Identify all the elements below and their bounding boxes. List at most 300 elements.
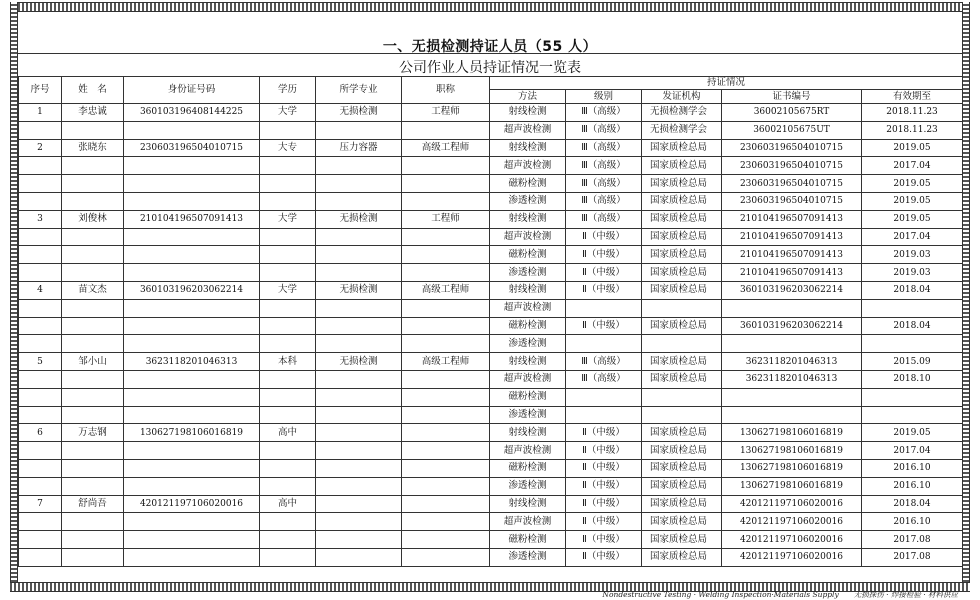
cell-issuer: 无损检测学会 <box>642 104 722 122</box>
table-row <box>19 353 963 371</box>
cell-issuer: 国家质检总局 <box>642 264 722 282</box>
cell-name <box>62 388 124 406</box>
cell-issuer: 国家质检总局 <box>642 477 722 495</box>
cell-method: 磁粉检测 <box>490 175 566 193</box>
cell-method: 渗透检测 <box>490 264 566 282</box>
cell-method: 渗透检测 <box>490 406 566 424</box>
cell-cert-no: 210104196507091413 <box>722 228 862 246</box>
cell-level: Ⅱ（中级） <box>566 228 642 246</box>
header-seq: 序号 <box>19 77 62 104</box>
cell-title <box>402 548 490 566</box>
table-row <box>19 548 963 566</box>
header-cert-no: 证书编号 <box>722 90 862 104</box>
cell-education: 大学 <box>260 210 316 228</box>
cell-cert-no: 130627198106016819 <box>722 459 862 477</box>
cell-issuer: 国家质检总局 <box>642 442 722 460</box>
cell-education: 本科 <box>260 353 316 371</box>
cell-issuer: 国家质检总局 <box>642 192 722 210</box>
cell-method: 超声波检测 <box>490 442 566 460</box>
cell-valid: 2015.09 <box>862 353 963 371</box>
cell-title <box>402 317 490 335</box>
cell-name <box>62 246 124 264</box>
cell-education <box>260 548 316 566</box>
cell-seq <box>19 388 62 406</box>
cell-valid: 2019.03 <box>862 264 963 282</box>
cell-issuer: 国家质检总局 <box>642 531 722 549</box>
cell-valid: 2018.04 <box>862 317 963 335</box>
cell-education: 高中 <box>260 424 316 442</box>
cell-method: 射线检测 <box>490 353 566 371</box>
cell-title: 高级工程师 <box>402 353 490 371</box>
cell-major <box>316 513 402 531</box>
cell-level: Ⅲ（高级） <box>566 121 642 139</box>
cell-title <box>402 157 490 175</box>
cell-seq: 6 <box>19 424 62 442</box>
cell-id: 210104196507091413 <box>124 210 260 228</box>
table-row <box>19 175 963 193</box>
table-row <box>19 210 963 228</box>
cell-id <box>124 192 260 210</box>
table-row <box>19 531 963 549</box>
cell-cert-no: 130627198106016819 <box>722 477 862 495</box>
cell-name: 舒尚吾 <box>62 495 124 513</box>
cell-seq <box>19 121 62 139</box>
cell-level: Ⅲ（高级） <box>566 139 642 157</box>
cell-cert-no: 360103196203062214 <box>722 281 862 299</box>
table-title: 公司作业人员持证情况一览表 <box>399 60 581 76</box>
cell-cert-no <box>722 388 862 406</box>
cell-major <box>316 406 402 424</box>
cell-education <box>260 442 316 460</box>
cell-education <box>260 264 316 282</box>
table-row <box>19 370 963 388</box>
cell-seq <box>19 335 62 353</box>
table-row <box>19 104 963 122</box>
cell-id <box>124 121 260 139</box>
cell-seq: 1 <box>19 104 62 122</box>
cell-cert-no: 420121197106020016 <box>722 513 862 531</box>
table-row <box>19 121 963 139</box>
cell-name <box>62 264 124 282</box>
cell-major <box>316 246 402 264</box>
cell-cert-no: 420121197106020016 <box>722 495 862 513</box>
cell-method: 超声波检测 <box>490 513 566 531</box>
cell-issuer: 国家质检总局 <box>642 228 722 246</box>
table-row <box>19 442 963 460</box>
cell-title <box>402 264 490 282</box>
cell-method: 渗透检测 <box>490 548 566 566</box>
cell-title <box>402 192 490 210</box>
cell-name: 万志钢 <box>62 424 124 442</box>
cell-major <box>316 228 402 246</box>
cell-major <box>316 388 402 406</box>
cell-major: 无损检测 <box>316 353 402 371</box>
cell-major <box>316 264 402 282</box>
cell-major: 无损检测 <box>316 210 402 228</box>
table-body <box>19 104 963 567</box>
cell-id <box>124 442 260 460</box>
cell-issuer: 国家质检总局 <box>642 353 722 371</box>
cell-method: 射线检测 <box>490 104 566 122</box>
cell-seq <box>19 264 62 282</box>
cell-issuer: 国家质检总局 <box>642 246 722 264</box>
cell-major <box>316 299 402 317</box>
table-row <box>19 406 963 424</box>
cell-method: 磁粉检测 <box>490 459 566 477</box>
cell-cert-no: 230603196504010715 <box>722 139 862 157</box>
cell-id: 420121197106020016 <box>124 495 260 513</box>
cell-title <box>402 459 490 477</box>
cell-valid: 2016.10 <box>862 459 963 477</box>
cell-title <box>402 442 490 460</box>
cell-valid: 2018.11.23 <box>862 121 963 139</box>
cell-id <box>124 157 260 175</box>
table-row <box>19 157 963 175</box>
cell-id: 230603196504010715 <box>124 139 260 157</box>
cell-issuer: 无损检测学会 <box>642 121 722 139</box>
cell-level: Ⅱ（中级） <box>566 281 642 299</box>
cell-id <box>124 317 260 335</box>
decorative-border-left <box>10 2 18 590</box>
cell-name: 邹小山 <box>62 353 124 371</box>
cell-valid: 2018.04 <box>862 281 963 299</box>
cell-level: Ⅱ（中级） <box>566 317 642 335</box>
cell-method: 渗透检测 <box>490 335 566 353</box>
cell-valid: 2017.08 <box>862 548 963 566</box>
cell-cert-no: 36002105675RT <box>722 104 862 122</box>
cell-education: 大专 <box>260 139 316 157</box>
cell-valid <box>862 406 963 424</box>
cell-id <box>124 406 260 424</box>
cell-major <box>316 317 402 335</box>
cell-method: 超声波检测 <box>490 228 566 246</box>
cell-education: 大学 <box>260 104 316 122</box>
header-title: 职称 <box>402 77 490 104</box>
cell-education <box>260 192 316 210</box>
cell-valid: 2019.05 <box>862 210 963 228</box>
cell-id <box>124 370 260 388</box>
cell-education <box>260 513 316 531</box>
cell-seq <box>19 317 62 335</box>
cell-cert-no: 420121197106020016 <box>722 548 862 566</box>
cell-level: Ⅱ（中级） <box>566 424 642 442</box>
cell-name <box>62 459 124 477</box>
cell-education <box>260 317 316 335</box>
cell-level <box>566 406 642 424</box>
cell-valid: 2019.03 <box>862 246 963 264</box>
header-valid: 有效期至 <box>862 90 963 104</box>
cell-seq <box>19 370 62 388</box>
cell-issuer <box>642 299 722 317</box>
cell-cert-no: 3623118201046313 <box>722 353 862 371</box>
cell-cert-no: 420121197106020016 <box>722 531 862 549</box>
cell-cert-no: 360103196203062214 <box>722 317 862 335</box>
cell-education <box>260 531 316 549</box>
cell-method: 超声波检测 <box>490 370 566 388</box>
decorative-border-right <box>962 2 970 590</box>
table-row <box>19 246 963 264</box>
cell-issuer: 国家质检总局 <box>642 495 722 513</box>
cell-id <box>124 228 260 246</box>
cell-seq <box>19 406 62 424</box>
cell-valid: 2019.05 <box>862 424 963 442</box>
cell-level: Ⅱ（中级） <box>566 264 642 282</box>
cell-name: 张晓东 <box>62 139 124 157</box>
cell-name <box>62 192 124 210</box>
cell-id <box>124 459 260 477</box>
cell-education <box>260 459 316 477</box>
cell-valid <box>862 335 963 353</box>
cell-title <box>402 513 490 531</box>
table-row <box>19 299 963 317</box>
cell-title <box>402 388 490 406</box>
cell-major <box>316 531 402 549</box>
cell-name <box>62 317 124 335</box>
cell-title <box>402 531 490 549</box>
cell-issuer: 国家质检总局 <box>642 513 722 531</box>
cell-major <box>316 477 402 495</box>
cell-method: 射线检测 <box>490 495 566 513</box>
cell-title <box>402 246 490 264</box>
cell-title <box>402 424 490 442</box>
table-row <box>19 264 963 282</box>
cell-major <box>316 424 402 442</box>
header-name: 姓 名 <box>62 77 124 104</box>
cell-valid: 2019.05 <box>862 175 963 193</box>
cell-level: Ⅲ（高级） <box>566 104 642 122</box>
cell-issuer: 国家质检总局 <box>642 459 722 477</box>
header-method: 方法 <box>490 90 566 104</box>
cell-major: 压力容器 <box>316 139 402 157</box>
table-row <box>19 139 963 157</box>
cell-name <box>62 335 124 353</box>
cell-education: 大学 <box>260 281 316 299</box>
cell-valid: 2018.10 <box>862 370 963 388</box>
cell-cert-no: 130627198106016819 <box>722 442 862 460</box>
cell-education <box>260 246 316 264</box>
cell-issuer: 国家质检总局 <box>642 424 722 442</box>
table-row <box>19 477 963 495</box>
cell-id <box>124 531 260 549</box>
cell-cert-no: 130627198106016819 <box>722 424 862 442</box>
cell-cert-no: 230603196504010715 <box>722 192 862 210</box>
cell-name: 苗文杰 <box>62 281 124 299</box>
cell-issuer <box>642 388 722 406</box>
cell-education <box>260 477 316 495</box>
cell-level: Ⅲ（高级） <box>566 157 642 175</box>
cell-cert-no: 210104196507091413 <box>722 264 862 282</box>
decorative-border-top <box>10 2 970 12</box>
cell-seq: 4 <box>19 281 62 299</box>
cell-name <box>62 477 124 495</box>
cell-cert-no: 230603196504010715 <box>722 157 862 175</box>
cell-level: Ⅲ（高级） <box>566 192 642 210</box>
cell-method: 磁粉检测 <box>490 317 566 335</box>
table-row <box>19 424 963 442</box>
cell-id <box>124 513 260 531</box>
cell-cert-no <box>722 335 862 353</box>
cell-issuer: 国家质检总局 <box>642 370 722 388</box>
table-row <box>19 335 963 353</box>
cell-title <box>402 299 490 317</box>
cell-level <box>566 335 642 353</box>
cell-education <box>260 121 316 139</box>
cell-level: Ⅲ（高级） <box>566 210 642 228</box>
cell-title: 高级工程师 <box>402 139 490 157</box>
cell-method: 射线检测 <box>490 281 566 299</box>
cell-title: 工程师 <box>402 104 490 122</box>
cell-seq: 5 <box>19 353 62 371</box>
cell-seq: 7 <box>19 495 62 513</box>
cell-title <box>402 406 490 424</box>
cell-id <box>124 175 260 193</box>
table-row <box>19 317 963 335</box>
cell-valid: 2018.11.23 <box>862 104 963 122</box>
cell-valid <box>862 299 963 317</box>
cell-seq: 2 <box>19 139 62 157</box>
cell-education <box>260 370 316 388</box>
cell-level: Ⅱ（中级） <box>566 495 642 513</box>
cell-seq <box>19 459 62 477</box>
cell-level: Ⅲ（高级） <box>566 370 642 388</box>
header-level: 级别 <box>566 90 642 104</box>
cell-issuer <box>642 406 722 424</box>
cell-name <box>62 175 124 193</box>
cell-title <box>402 495 490 513</box>
cell-cert-no <box>722 406 862 424</box>
cell-education <box>260 406 316 424</box>
cell-name <box>62 531 124 549</box>
cell-method: 磁粉检测 <box>490 388 566 406</box>
cell-name <box>62 228 124 246</box>
cell-issuer: 国家质检总局 <box>642 157 722 175</box>
cell-valid: 2017.04 <box>862 157 963 175</box>
cell-level: Ⅱ（中级） <box>566 459 642 477</box>
cell-major <box>316 370 402 388</box>
cell-method: 超声波检测 <box>490 299 566 317</box>
header-major: 所学专业 <box>316 77 402 104</box>
cell-name <box>62 442 124 460</box>
cell-method: 射线检测 <box>490 424 566 442</box>
cell-major <box>316 121 402 139</box>
cell-method: 射线检测 <box>490 210 566 228</box>
cell-level: Ⅱ（中级） <box>566 477 642 495</box>
header-id: 身份证号码 <box>124 77 260 104</box>
cell-valid: 2018.04 <box>862 495 963 513</box>
cell-name <box>62 121 124 139</box>
cell-issuer: 国家质检总局 <box>642 548 722 566</box>
cell-valid <box>862 388 963 406</box>
cell-major <box>316 548 402 566</box>
cell-issuer: 国家质检总局 <box>642 175 722 193</box>
header-issuer: 发证机构 <box>642 90 722 104</box>
cell-major: 无损检测 <box>316 104 402 122</box>
cell-name: 李忠诚 <box>62 104 124 122</box>
cell-id <box>124 477 260 495</box>
cell-name <box>62 370 124 388</box>
cell-name <box>62 406 124 424</box>
document-title: 一、无损检测持证人员（55 人） <box>382 39 598 55</box>
cell-level <box>566 388 642 406</box>
cell-seq <box>19 157 62 175</box>
cell-method: 超声波检测 <box>490 157 566 175</box>
cell-major <box>316 495 402 513</box>
cell-valid: 2017.04 <box>862 228 963 246</box>
cell-seq <box>19 192 62 210</box>
cell-issuer: 国家质检总局 <box>642 281 722 299</box>
cell-method: 磁粉检测 <box>490 531 566 549</box>
cell-id <box>124 548 260 566</box>
cell-cert-no: 210104196507091413 <box>722 246 862 264</box>
cell-education <box>260 335 316 353</box>
cell-major <box>316 157 402 175</box>
cell-name: 刘俊林 <box>62 210 124 228</box>
cell-id <box>124 335 260 353</box>
cell-education <box>260 228 316 246</box>
cell-title: 工程师 <box>402 210 490 228</box>
cell-id: 3623118201046313 <box>124 353 260 371</box>
cell-issuer <box>642 335 722 353</box>
cell-name <box>62 548 124 566</box>
cell-education: 高中 <box>260 495 316 513</box>
cell-major <box>316 192 402 210</box>
cell-id <box>124 299 260 317</box>
table-row <box>19 388 963 406</box>
cell-level: Ⅱ（中级） <box>566 548 642 566</box>
header-education: 学历 <box>260 77 316 104</box>
cell-major <box>316 459 402 477</box>
table-row <box>19 495 963 513</box>
cell-valid: 2016.10 <box>862 513 963 531</box>
table-row <box>19 281 963 299</box>
cell-cert-no: 3623118201046313 <box>722 370 862 388</box>
cell-valid: 2017.08 <box>862 531 963 549</box>
cell-education <box>260 157 316 175</box>
cell-cert-no: 210104196507091413 <box>722 210 862 228</box>
cell-name <box>62 513 124 531</box>
cell-level: Ⅱ（中级） <box>566 513 642 531</box>
cell-id: 360103196408144225 <box>124 104 260 122</box>
certification-table <box>18 76 963 567</box>
cell-name <box>62 157 124 175</box>
cell-issuer: 国家质检总局 <box>642 139 722 157</box>
cell-level: Ⅲ（高级） <box>566 353 642 371</box>
cell-valid: 2019.05 <box>862 139 963 157</box>
cell-method: 射线检测 <box>490 139 566 157</box>
cell-seq <box>19 442 62 460</box>
cell-seq: 3 <box>19 210 62 228</box>
cell-seq <box>19 548 62 566</box>
cell-id: 130627198106016819 <box>124 424 260 442</box>
cell-major <box>316 442 402 460</box>
cell-issuer: 国家质检总局 <box>642 317 722 335</box>
cell-valid: 2017.04 <box>862 442 963 460</box>
cell-seq <box>19 246 62 264</box>
cell-cert-no <box>722 299 862 317</box>
cell-valid: 2019.05 <box>862 192 963 210</box>
cell-id <box>124 246 260 264</box>
header-cert-group: 持证情况 <box>490 77 963 90</box>
cell-seq <box>19 531 62 549</box>
cell-major <box>316 335 402 353</box>
cell-title <box>402 228 490 246</box>
cell-seq <box>19 299 62 317</box>
cell-education <box>260 388 316 406</box>
cell-level <box>566 299 642 317</box>
cell-title <box>402 370 490 388</box>
cell-title <box>402 477 490 495</box>
cell-method: 渗透检测 <box>490 477 566 495</box>
